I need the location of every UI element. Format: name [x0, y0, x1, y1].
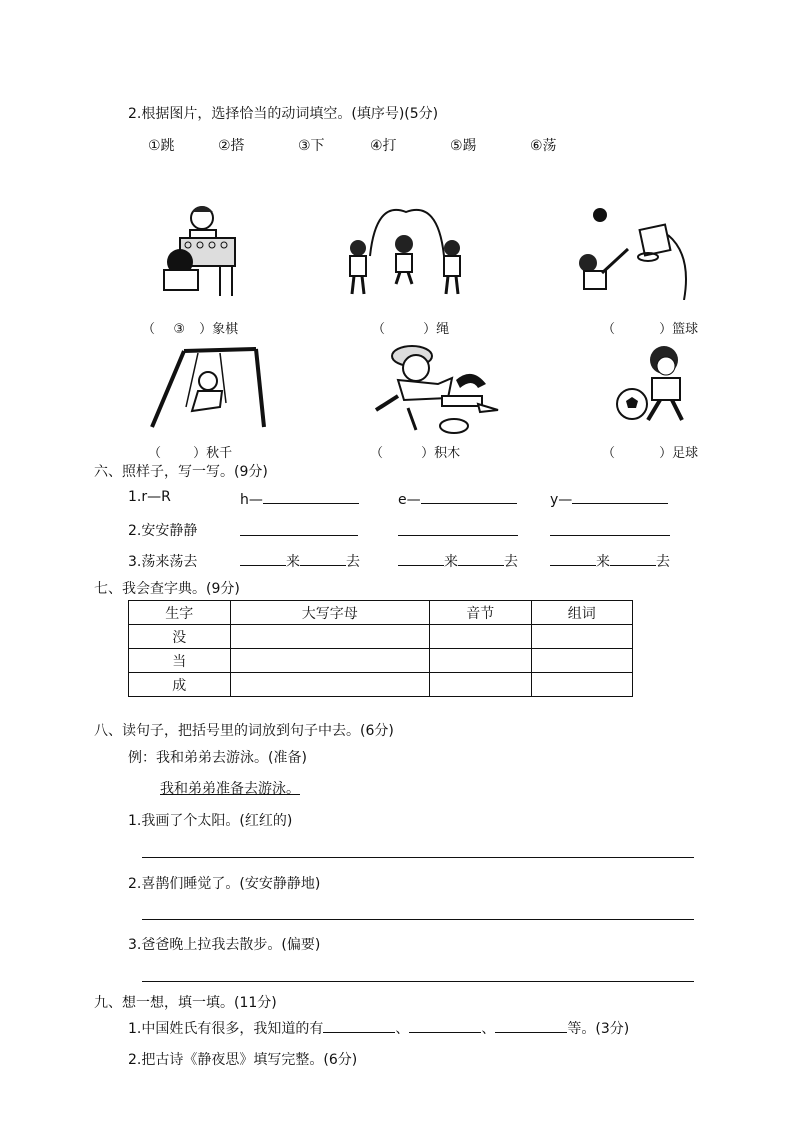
- qu-char: 去: [346, 554, 360, 570]
- s6-row3-blank[interactable]: [300, 551, 346, 566]
- caption-blocks-word: 积木: [434, 446, 461, 461]
- s6-row3-group-3: [550, 551, 670, 571]
- option-5: ⑤踢: [450, 138, 477, 154]
- surname-blank-1[interactable]: [323, 1018, 395, 1033]
- surname-blank-2[interactable]: [409, 1018, 481, 1033]
- s6-row1-h-label: h—: [240, 492, 263, 508]
- table-cell-char: 成: [129, 673, 231, 697]
- s6-row1-e-blank[interactable]: [421, 489, 517, 504]
- table-header-row: [129, 601, 633, 625]
- section-9-title: 九、想一想，填一填。(11分): [94, 995, 277, 1011]
- s6-row3-blank[interactable]: [240, 551, 286, 566]
- s6-row1-example: 1.r—R: [128, 489, 171, 505]
- table-cell-blank[interactable]: [531, 673, 633, 697]
- table-cell-char: 当: [129, 649, 231, 673]
- s8-answer-line-2[interactable]: [142, 919, 694, 920]
- answer-chess[interactable]: ③: [173, 322, 185, 337]
- s6-row1-h-blank[interactable]: [263, 489, 359, 504]
- table-row: [129, 673, 633, 697]
- table-cell-blank[interactable]: [531, 649, 633, 673]
- lai-char: 来: [444, 554, 458, 570]
- caption-basketball: （ ）篮球: [602, 322, 699, 337]
- s6-row3-group-2: [398, 551, 518, 571]
- s6-row1-y-blank[interactable]: [572, 489, 668, 504]
- table-header: 生字: [129, 601, 231, 625]
- section-8-title: 八、读句子，把括号里的词放到句子中去。(6分): [94, 723, 394, 739]
- s9-q1-prefix: 1.中国姓氏有很多，我知道的有: [128, 1021, 324, 1037]
- q2-title: 2.根据图片，选择恰当的动词填空。(填序号)(5分): [128, 106, 439, 122]
- qu-char: 去: [656, 554, 670, 570]
- s6-row1-e-label: e—: [398, 492, 421, 508]
- table-cell-blank[interactable]: [230, 673, 430, 697]
- surname-blank-3[interactable]: [495, 1018, 567, 1033]
- s6-row1-item-y: [550, 489, 668, 508]
- option-2: ②搭: [218, 138, 245, 154]
- table-cell-blank[interactable]: [430, 673, 532, 697]
- chess-picture: [150, 200, 245, 300]
- jump-rope-picture: [340, 208, 470, 300]
- s6-row2-blank-2[interactable]: [398, 535, 518, 536]
- s6-row3-group-1: [240, 551, 360, 571]
- qu-char: 去: [504, 554, 518, 570]
- s6-row1-item-h: [240, 489, 359, 508]
- caption-swing: （ ）秋千: [148, 446, 233, 461]
- table-cell-blank[interactable]: [531, 625, 633, 649]
- s8-example-answer: 我和弟弟准备去游泳。: [160, 781, 300, 797]
- s6-row1-y-label: y—: [550, 492, 573, 508]
- s8-answer-line-3[interactable]: [142, 981, 694, 982]
- s6-row2-blank-3[interactable]: [550, 535, 670, 536]
- option-4: ④打: [370, 138, 397, 154]
- table-cell-blank[interactable]: [430, 625, 532, 649]
- caption-basketball-word: 篮球: [672, 322, 699, 337]
- s6-row3-example: 3.荡来荡去: [128, 554, 198, 570]
- s8-answer-line-1[interactable]: [142, 857, 694, 858]
- caption-swing-word: 秋千: [206, 446, 233, 461]
- s8-item-2: 2.喜鹊们睡觉了。(安安静静地): [128, 876, 321, 892]
- caption-football-word: 足球: [672, 446, 699, 461]
- option-1: ①跳: [148, 138, 175, 154]
- table-row: [129, 625, 633, 649]
- table-row: [129, 649, 633, 673]
- lai-char: 来: [286, 554, 300, 570]
- s8-item-1: 1.我画了个太阳。(红红的): [128, 813, 293, 829]
- lai-char: 来: [596, 554, 610, 570]
- table-cell-blank[interactable]: [230, 625, 430, 649]
- section-6-title: 六、照样子，写一写。(9分): [94, 464, 268, 480]
- caption-rope-word: 绳: [436, 322, 450, 337]
- dictionary-table: [128, 600, 633, 697]
- blocks-picture: [368, 338, 503, 438]
- s6-row3-blank[interactable]: [550, 551, 596, 566]
- table-header: 组词: [531, 601, 633, 625]
- caption-chess-word: 象棋: [212, 322, 239, 337]
- s6-row1-item-e: [398, 489, 517, 508]
- s6-row3-blank[interactable]: [610, 551, 656, 566]
- caption-blocks: （ ）积木: [370, 446, 461, 461]
- caption-football: （ ）足球: [602, 446, 699, 461]
- s6-row2-blank-1[interactable]: [240, 535, 358, 536]
- option-6: ⑥荡: [530, 138, 557, 154]
- caption-chess: （ ③ ）象棋: [142, 322, 239, 337]
- s8-item-3: 3.爸爸晚上拉我去散步。(偏要): [128, 937, 321, 953]
- s6-row2-example: 2.安安静静: [128, 523, 198, 539]
- separator: 、: [481, 1021, 496, 1037]
- table-header: 音节: [430, 601, 532, 625]
- separator: 、: [395, 1021, 410, 1037]
- s8-example: 例：我和弟弟去游泳。(准备): [128, 750, 307, 766]
- table-cell-blank[interactable]: [230, 649, 430, 673]
- s9-q1: [128, 1018, 629, 1038]
- table-cell-blank[interactable]: [430, 649, 532, 673]
- s9-q2: 2.把古诗《静夜思》填写完整。(6分): [128, 1052, 358, 1068]
- s6-row3-blank[interactable]: [398, 551, 444, 566]
- table-cell-char: 没: [129, 625, 231, 649]
- basketball-picture: [572, 205, 697, 300]
- s6-row3-blank[interactable]: [458, 551, 504, 566]
- option-3: ③下: [298, 138, 325, 154]
- football-picture: [612, 340, 702, 432]
- table-header: 大写字母: [230, 601, 430, 625]
- s9-q1-suffix: 等。(3分): [567, 1021, 630, 1037]
- section-7-title: 七、我会查字典。(9分): [94, 581, 240, 597]
- caption-rope: （ ）绳: [372, 322, 450, 337]
- swing-picture: [148, 345, 268, 430]
